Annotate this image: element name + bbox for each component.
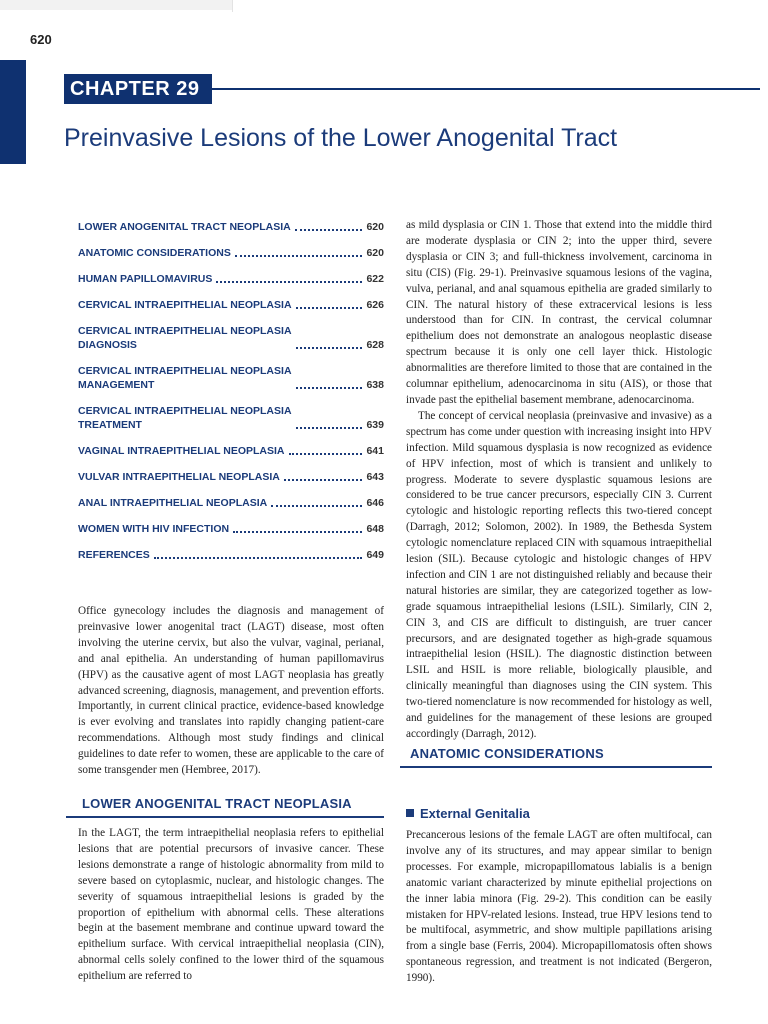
toc-entry[interactable] [78,548,384,562]
top-scan-frame [232,0,768,12]
toc-entry-page: 638 [366,379,384,391]
section-rule-anatomic [400,766,712,768]
anatomic-paragraph: Precancerous lesions of the female LAGT are often multifocal, can involve any of its structures, and may appear similar to benign processes. For example, micropapillomatous labialis is a benign anatomic variant characterized by minute epithelial projections on the inner labia minora (Fig. 29-2). This condition can be easily mistaken for HPV-related lesions. Instead, true HPV lesions tend to be multifocal, asymmetric, and show multiple papillations arising from a single base (Ferris, 2004). Micropapillomatosis often shows spontaneous regression, and treatment is not indicated (Bergeron, 1990). [406,829,712,985]
toc-entry-page: 626 [366,299,384,311]
right-paragraph-2: The concept of cervical neoplasia (preinvasive and invasive) as a spectrum has come under question with increasing insight into HPV infection. Mild squamous dysplasia is now recognized as evidence of HPV infection, most of which is transient and unlikely to progress. Moderate to severe dysplastic squamous lesions are considered to be true cancer precursors, especially CIN 3. Current cytologic and histologic reporting reflects this two-tiered concept (Darragh, 2012; Solomon, 2002). In 1989, the Bethesda System cytologic nomenclature replaced CIN with squamous intraepithelial lesion (SIL). Because cytologic and histologic changes of HPV infection and CIN 1 are not distinguished reliably and because their natural histories are similar, they are categorized together as low-grade squamous intraepithelial lesions (LSIL). Similarly, CIN 2, CIN 3, and CIS are difficult to distinguish, are truer cancer precursors, and are designated together as high-grade squamous intraepithelial lesion (HSIL). The diagnostic distinction between LSIL and HSIL is more reliable, biologically plausible, and clinically meaningful than diagnoses using the CIN system. This two-tiered nomenclature is now recommended for histology as well, and guidelines for the management of these lesions are grouped accordingly (Darragh, 2012). [406,409,712,740]
toc-entry-page: 628 [366,339,384,351]
toc-dot-leader [271,505,362,507]
right-paragraph-1: as mild dysplasia or CIN 1. Those that extend into the middle third are moderate dysplasia or CIN 2; into the upper third, severe dysplasia or CIN 3; and full-thickness involvement, carcinoma in situ (CIS) (Fig. 29-1). Preinvasive squamous lesions of the vagina, vulva, perianal, and anal squamous epithelia are graded similarly to CIN. The natural history of these extracervical lesions is less understood than for CIN. In contrast, the cervical columnar epithelium does not demonstrate an analogous neoplastic disease spectrum because it is only one cell layer thick. Histologic abnormalities are therefore limited to those that are contained in the columnar epithelium, adenocarcinoma in situ (AIS), or those that invade past the epithelial basement membrane, adenocarcinoma. [406,219,712,406]
table-of-contents [78,220,384,574]
toc-entry-label: VULVAR INTRAEPITHELIAL NEOPLASIA [78,471,280,483]
subheading-external-genitalia: External Genitalia [406,806,530,821]
toc-entry-label: CERVICAL INTRAEPITHELIAL NEOPLASIA [78,299,292,311]
toc-entry-label: CERVICAL INTRAEPITHELIAL NEOPLASIA DIAGNOSIS [78,325,292,351]
chapter-rule [212,88,760,90]
toc-entry[interactable] [78,496,384,510]
toc-entry-page: 620 [366,221,384,233]
lower-neoplasia-column [78,826,384,985]
toc-entry-label: LOWER ANOGENITAL TRACT NEOPLASIA [78,221,291,233]
toc-entry[interactable] [78,246,384,260]
toc-dot-leader [235,255,363,257]
toc-entry[interactable] [78,404,384,432]
toc-dot-leader [154,557,363,559]
toc-entry-page: 639 [366,419,384,431]
toc-entry-page: 649 [366,549,384,561]
toc-entry[interactable] [78,522,384,536]
chapter-side-tab [0,60,26,164]
toc-entry-label: ANAL INTRAEPITHELIAL NEOPLASIA [78,497,268,509]
toc-entry-label: REFERENCES [78,549,150,561]
chapter-title: Preinvasive Lesions of the Lower Anogenital Tract [64,124,618,152]
toc-dot-leader [284,479,363,481]
toc-entry-label: CERVICAL INTRAEPITHELIAL NEOPLASIA TREATMENT [78,405,292,431]
toc-entry-label: CERVICAL INTRAEPITHELIAL NEOPLASIA MANAGEMENT [78,365,292,391]
toc-entry[interactable] [78,364,384,392]
intro-column [78,604,384,779]
toc-dot-leader [233,531,362,533]
toc-entry-page: 643 [366,471,384,483]
toc-entry[interactable] [78,324,384,352]
toc-entry[interactable] [78,272,384,286]
toc-entry-label: ANATOMIC CONSIDERATIONS [78,247,231,259]
anatomic-column [406,828,712,987]
section-heading-anatomic: ANATOMIC CONSIDERATIONS [410,746,604,761]
toc-entry-page: 646 [366,497,384,509]
toc-entry[interactable] [78,444,384,458]
section-heading-lower-anogenital: LOWER ANOGENITAL TRACT NEOPLASIA [82,796,352,811]
right-column [406,218,712,743]
toc-entry-page: 648 [366,523,384,535]
toc-entry-page: 622 [366,273,384,285]
lower-neoplasia-paragraph: In the LAGT, the term intraepithelial neoplasia refers to epithelial lesions that are potential precursors of invasive cancer. These lesions demonstrate a range of histologic abnormality from mild to severe based on cytoplasmic, nuclear, and histologic changes. The severity of squamous intraepithelial lesions is graded by the proportion of epithelium with abnormal cells. These alterations begin at the basement membrane and continue upward toward the epithelium surface. With cervical intraepithelial neoplasia (CIN), abnormal cells solely confined to the lower third of the squamous epithelium are referred to [78,827,384,983]
toc-entry-label: VAGINAL INTRAEPITHELIAL NEOPLASIA [78,445,285,457]
chapter-label: CHAPTER 29 [64,74,212,104]
page-number: 620 [30,32,52,47]
toc-entry[interactable] [78,220,384,234]
toc-dot-leader [289,453,363,455]
toc-dot-leader [296,427,363,429]
intro-paragraph: Office gynecology includes the diagnosis and management of preinvasive lower anogenital tract (LAGT) disease, most often involving the uterine cervix, but also the vulvar, vaginal, perianal, and anal epithelia. An understanding of human papillomavirus (HPV) as the causative agent of most LAGT neoplasia has greatly advanced screening, diagnosis, management, and prevention efforts. Importantly, in current clinical practice, evidence-based knowledge is ever evolving and translates into rapidly changing patient-care recommendations. Although most study findings and clinical guidelines to date refer to women, these are applicable to the care of some transgender men (Hembree, 2017). [78,605,384,777]
toc-entry[interactable] [78,470,384,484]
toc-entry-label: HUMAN PAPILLOMAVIRUS [78,273,213,285]
toc-entry-label: WOMEN WITH HIV INFECTION [78,523,230,535]
toc-dot-leader [216,281,362,283]
section-rule-lower [66,816,384,818]
toc-dot-leader [296,387,363,389]
toc-dot-leader [296,307,363,309]
toc-entry-page: 641 [366,445,384,457]
toc-entry[interactable] [78,298,384,312]
toc-dot-leader [295,229,363,231]
toc-dot-leader [296,347,363,349]
square-bullet-icon [406,809,414,817]
toc-entry-page: 620 [366,247,384,259]
